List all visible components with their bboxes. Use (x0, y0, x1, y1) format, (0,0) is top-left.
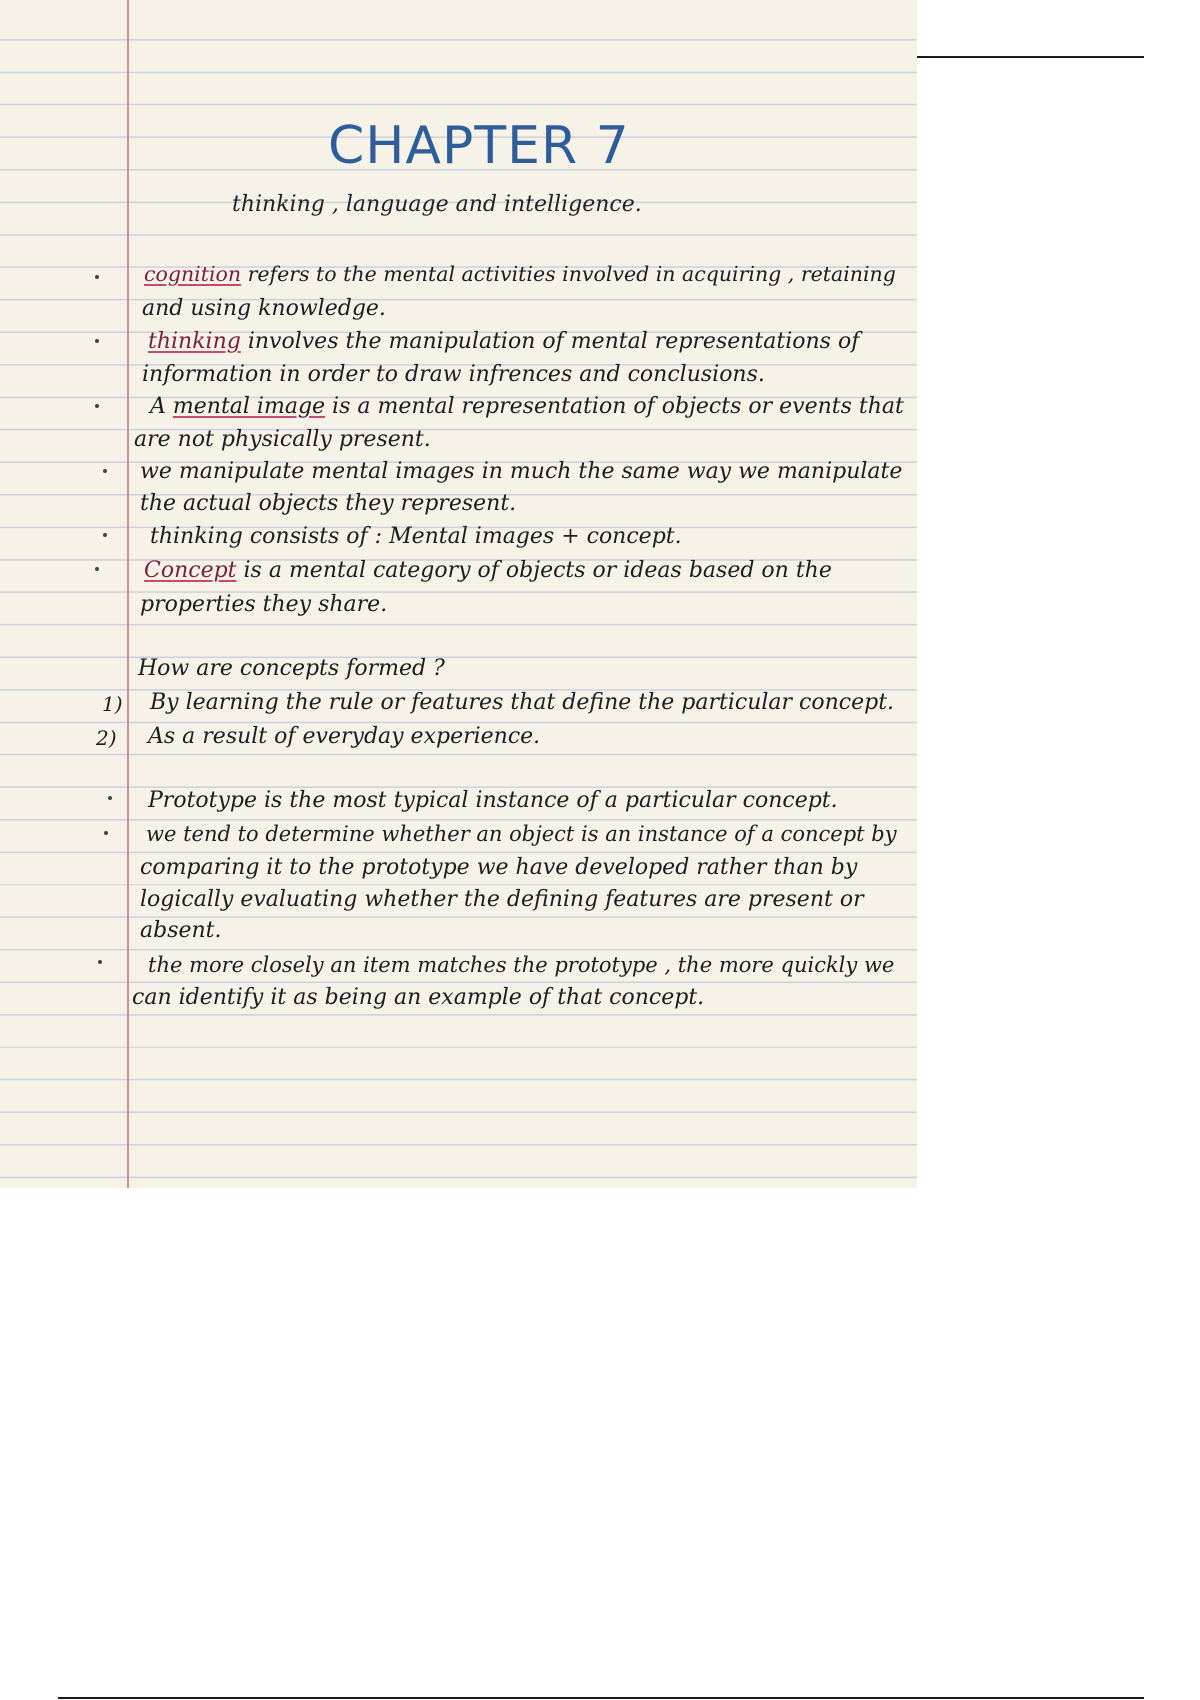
section-heading: How are concepts formed ? (138, 656, 445, 681)
margin-line (127, 0, 129, 1188)
note-line: Prototype is the most typical instance of a particular concept. (148, 788, 838, 813)
bullet-dot (103, 469, 107, 473)
bullet-dot (103, 533, 107, 537)
note-line: thinking consists of : Mental images + concept. (150, 524, 682, 549)
note-text: refers to the mental activities involved in acquiring , retaining (241, 262, 896, 286)
note-line (144, 264, 896, 285)
note-line: logically evaluating whether the defining features are present or (140, 887, 864, 912)
list-number: 1) (102, 692, 123, 716)
chapter-subtitle: thinking , language and intelligence. (232, 192, 642, 217)
footer-rule (58, 1697, 1144, 1699)
note-line: we manipulate mental images in much the same way we manipulate (140, 459, 903, 484)
keyword-mental-image: mental image (172, 394, 326, 419)
note-line: absent. (140, 918, 222, 943)
note-text: is a mental category of objects or ideas based on the (236, 558, 832, 583)
note-line: are not physically present. (134, 427, 431, 452)
note-line (148, 331, 859, 353)
note-line: properties they share. (140, 592, 388, 617)
note-line: and using knowledge. (142, 296, 386, 321)
note-text: involves the manipulation of mental representations of (240, 329, 860, 354)
note-line: comparing it to the prototype we have developed rather than by (140, 855, 858, 880)
note-line (150, 396, 904, 418)
list-item: As a result of everyday experience. (148, 724, 541, 749)
note-line (144, 560, 832, 582)
bullet-dot (95, 339, 99, 343)
note-line: the actual objects they represent. (140, 491, 517, 516)
bullet-dot (104, 831, 108, 835)
chapter-title: CHAPTER 7 (328, 116, 630, 176)
note-text: is a mental representation of objects or events that (325, 394, 904, 419)
note-line: the more closely an item matches the prototype , the more quickly we (148, 953, 895, 977)
bullet-dot (95, 404, 99, 408)
keyword-thinking: thinking (148, 329, 241, 354)
note-text: A (150, 394, 173, 419)
note-line: can identify it as being an example of that concept. (132, 985, 705, 1010)
bullet-dot (95, 275, 99, 279)
list-item: By learning the rule or features that define the particular concept. (150, 690, 895, 715)
bullet-dot (108, 796, 112, 800)
keyword-concept: Concept (144, 558, 237, 583)
note-line: information in order to draw infrences and conclusions. (142, 362, 765, 387)
keyword-cognition: cognition (144, 262, 242, 286)
header-rule (917, 56, 1144, 58)
bullet-dot (98, 960, 102, 964)
bullet-dot (95, 567, 99, 571)
list-number: 2) (96, 726, 117, 750)
note-line: we tend to determine whether an object is an instance of a concept by (146, 822, 897, 846)
